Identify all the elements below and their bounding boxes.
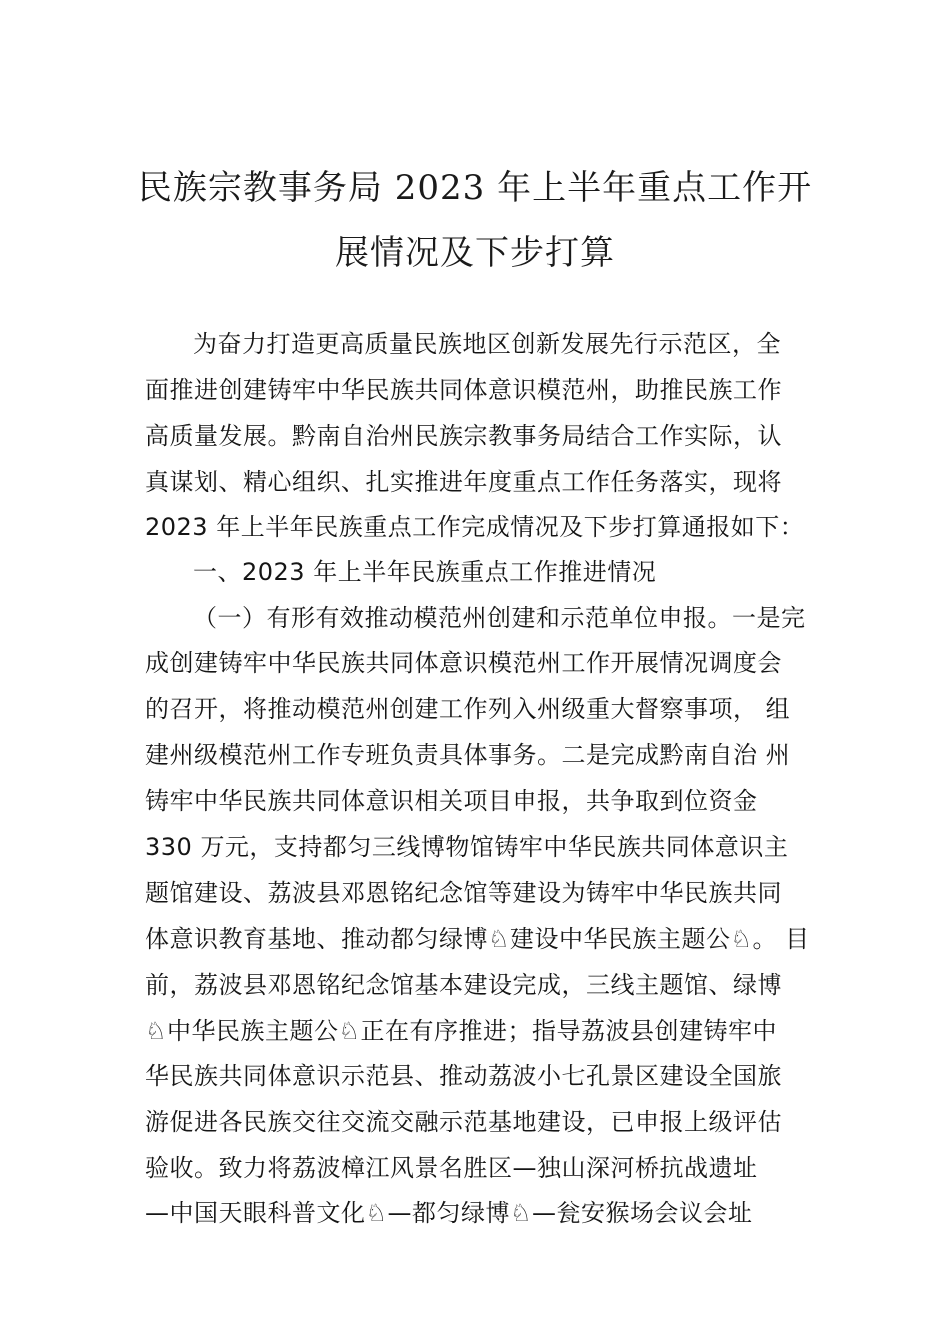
paragraph-section-1-line-6: 330 万元，支持都匀三线博物馆铸牢中华民族共同体意识主 [145, 833, 789, 861]
paragraph-section-1-line-2: 成创建铸牢中华民族共同体意识模范州工作开展情况调度会 [145, 649, 782, 677]
paragraph-intro-line-4: 真谋划、精心组织、扎实推进年度重点工作任务落实，现将 [145, 468, 782, 496]
paragraph-section-1-line-1: （一）有形有效推动模范州创建和示范单位申报。一是完 [193, 604, 806, 632]
paragraph-intro-line-5: 2023 年上半年民族重点工作完成情况及下步打算通报如下： [145, 513, 805, 541]
paragraph-intro-line-3: 高质量发展。黔南自治州民族宗教事务局结合工作实际，认 [145, 422, 782, 450]
paragraph-section-1-line-13: 验收。致力将荔波樟江风景名胜区—独山深河桥抗战遗址 [145, 1154, 758, 1182]
paragraph-intro-line-1: 为奋力打造更高质量民族地区创新发展先行示范区，全 [193, 330, 781, 358]
paragraph-section-1-line-7: 题馆建设、荔波县邓恩铭纪念馆等建设为铸牢中华民族共同 [145, 879, 782, 907]
document-title-line-2: 展情况及下步打算 [335, 233, 615, 273]
paragraph-section-1-line-4: 建州级模范州工作专班负责具体事务。二是完成黔南自治 州 [145, 741, 791, 769]
paragraph-section-1-line-5: 铸牢中华民族共同体意识相关项目申报，共争取到位资金 [145, 787, 758, 815]
paragraph-section-1-line-3: 的召开，将推动模范州创建工作列入州级重大督察事项， 组 [145, 695, 791, 723]
section-heading-1: 一、2023 年上半年民族重点工作推进情况 [193, 558, 657, 586]
paragraph-section-1-line-10: ♘中华民族主题公♘正在有序推进；指导荔波县创建铸牢中 [145, 1017, 778, 1045]
paragraph-section-1-line-14: —中国天眼科普文化♘—都匀绿博♘—瓮安猴场会议会址 [145, 1199, 753, 1227]
paragraph-section-1-line-11: 华民族共同体意识示范县、推动荔波小七孔景区建设全国旅 [145, 1062, 782, 1090]
paragraph-section-1-line-12: 游促进各民族交往交流交融示范基地建设，已申报上级评估 [145, 1108, 782, 1136]
document-title-line-1: 民族宗教事务局 2023 年上半年重点工作开 [137, 168, 813, 208]
paragraph-section-1-line-9: 前，荔波县邓恩铭纪念馆基本建设完成，三线主题馆、绿博 [145, 971, 782, 999]
paragraph-section-1-line-8: 体意识教育基地、推动都匀绿博♘建设中华民族主题公♘。 目 [145, 925, 810, 953]
paragraph-intro-line-2: 面推进创建铸牢中华民族共同体意识模范州，助推民族工作 [145, 376, 782, 404]
